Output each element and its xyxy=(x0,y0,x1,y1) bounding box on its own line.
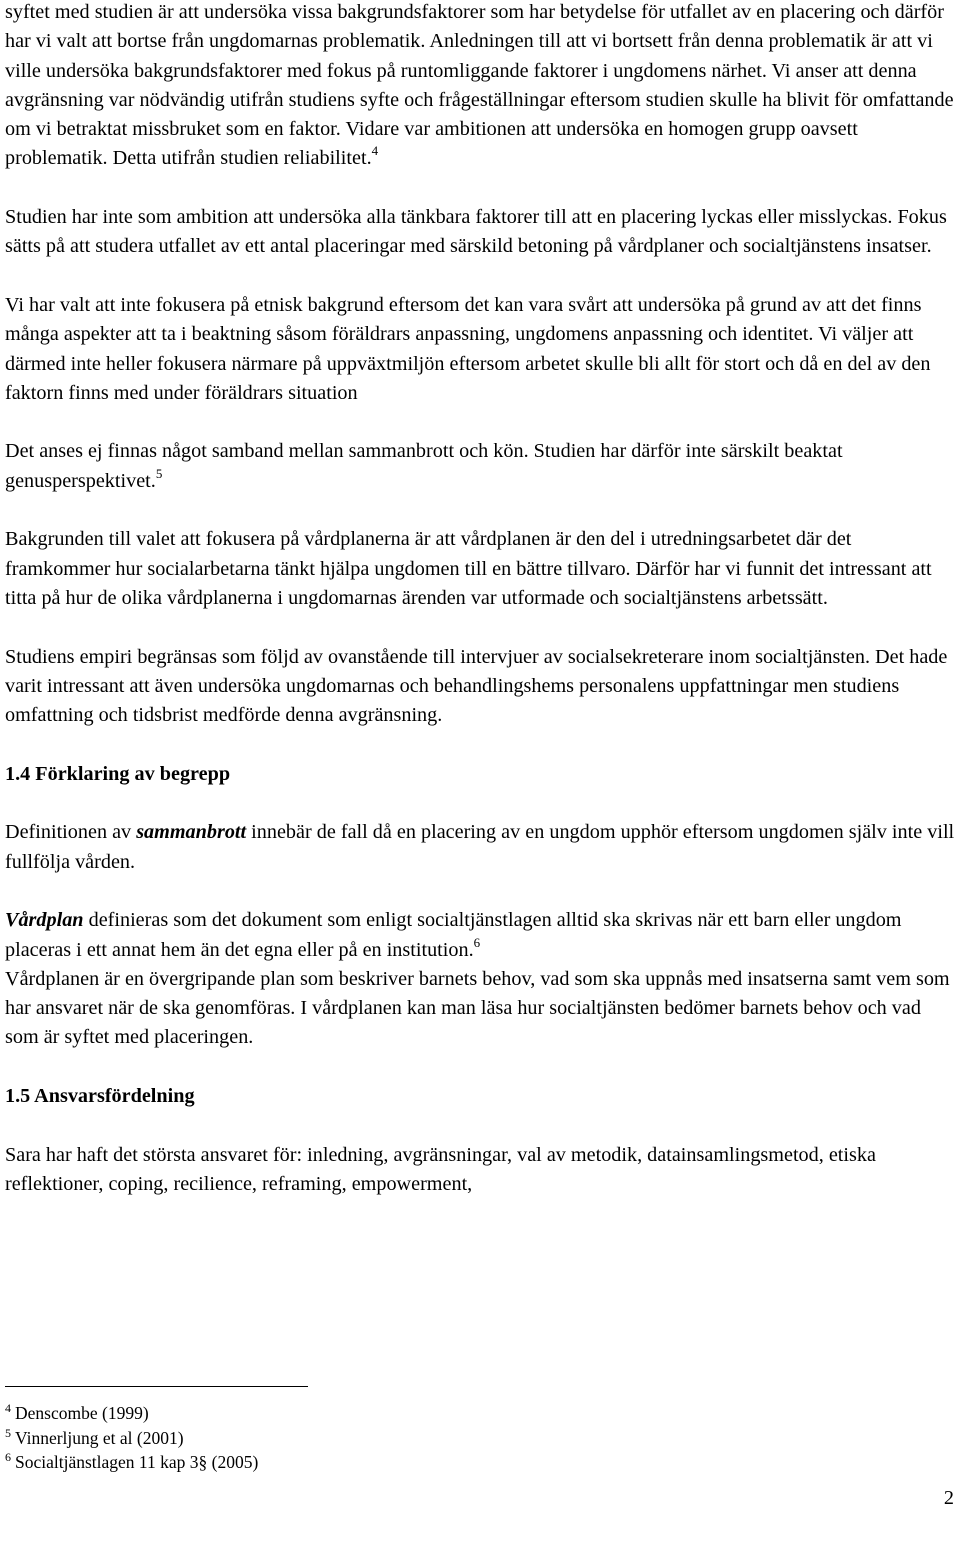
paragraph-text: Definitionen av xyxy=(5,821,137,844)
footnotes xyxy=(5,1401,605,1475)
section-heading-responsibilities: 1.5 Ansvarsfördelning xyxy=(5,1084,195,1107)
section-heading-definitions: 1.4 Förklaring av begrepp xyxy=(5,762,231,785)
term-sammanbrott: sammanbrott xyxy=(136,821,247,844)
footnote-number: 5 xyxy=(5,1425,11,1440)
footnote-number: 4 xyxy=(5,1401,11,1415)
document-page xyxy=(5,0,957,1199)
paragraph-care-plans: Bakgrunden till valet att fokusera på vårdplanerna är att vårdplanen är den del i utredningsarbetet där det framkommer hur socialarbetarna tänkt hjälpa ungdomen till en bättre tillvaro. Därför har vi funnit det intressant att titta på hur de olika vårdplanerna i ungdomarnas ärenden var utformade och socialtjänstens arbetssätt. xyxy=(5,528,932,609)
footnote-separator xyxy=(5,1386,308,1387)
paragraph-ambition: Studien har inte som ambition att undersöka alla tänkbara faktorer till att en placering lyckas eller misslyckas. Fokus sätts på att studera utfallet av ett antal placeringar med särskild betoning på vårdplaner och socialtjänstens insatser. xyxy=(5,206,947,258)
paragraph-definition-care-plan xyxy=(5,906,957,1052)
footnote-text: Denscombe (1999) xyxy=(15,1403,149,1423)
footnote-5 xyxy=(5,1426,605,1451)
paragraph-delimitations xyxy=(5,0,957,174)
paragraph-text: Det anses ej finnas något samband mellan sammanbrott och kön. Studien har därför inte särskilt beaktat genusperspektivet. xyxy=(5,440,843,492)
paragraph-text: syftet med studien är att undersöka vissa bakgrundsfaktorer som har betydelse för utfallet av en placering och därför har vi valt att bortse från ungdomarnas problematik. Anledningen till att vi bortsett från denna problematik är att vi ville undersöka bakgrundsfaktorer med fokus på runtomliggande faktorer i ungdomens närhet. Vi anser att denna avgränsning var nödvändig utifrån studiens syfte och frågeställningar eftersom studien skulle ha blivit för omfattande om vi betraktat missbruket som en faktor. Vidare var ambitionen att undersöka en homogen grupp oavsett problematik. Detta utifrån studien reliabilitet. xyxy=(5,1,954,170)
footnote-4 xyxy=(5,1401,605,1426)
footnote-text: Socialtjänstlagen 11 kap 3§ (2005) xyxy=(15,1452,259,1472)
paragraph-text: innebär de fall då en placering av en ungdom upphör eftersom ungdomen själv inte vill fullfölja vården. xyxy=(5,821,955,873)
footnote-6 xyxy=(5,1450,605,1475)
footnote-text: Vinnerljung et al (2001) xyxy=(15,1427,184,1448)
footnote-ref: 5 xyxy=(155,465,163,481)
page-number: 2 xyxy=(943,1487,954,1509)
footnote-ref: 6 xyxy=(473,934,481,950)
footnote-number: 6 xyxy=(5,1450,11,1464)
paragraph-responsibilities: Sara har haft det största ansvaret för: inledning, avgränsningar, val av metodik, datainsamlingsmetod, etiska reflektioner, coping, recilience, reframing, empowerment, xyxy=(5,1143,876,1195)
paragraph-text: definieras som det dokument som enligt socialtjänstlagen alltid ska skrivas när ett barn eller ungdom placeras i ett annat hem än det egna eller på en institution. xyxy=(5,909,902,961)
term-vardplan: Vårdplan xyxy=(5,909,84,932)
paragraph-gender xyxy=(5,437,957,496)
footnote-ref: 4 xyxy=(371,143,379,159)
paragraph-text: Vårdplanen är en övergripande plan som beskriver barnets behov, vad som ska uppnås med insatserna samt vem som har ansvaret när de ska genomföras. I vårdplanen kan man läsa hur socialtjänsten bedömer barnets behov och vad som är syftet med placeringen. xyxy=(5,967,950,1049)
paragraph-empirics: Studiens empiri begränsas som följd av ovanstående till intervjuer av socialsekreterare inom socialtjänsten. Det hade varit intressant att även undersöka ungdomarnas och behandlingshems personalens uppfattningar men studiens omfattning och tidsbrist medförde denna avgränsning. xyxy=(5,645,948,727)
paragraph-ethnic-background: Vi har valt att inte fokusera på etnisk bakgrund eftersom det kan vara svårt att undersöka på grund av att det finns många aspekter att ta i beaktning såsom föräldrars anpassning, ungdomens anpassning och identitet. Vi väljer att därmed inte heller fokusera närmare på uppväxtmiljön eftersom arbetet skulle bli allt för stort och då en del av den faktorn finns med under föräldrars situation xyxy=(5,293,931,404)
paragraph-definition-breakdown xyxy=(5,818,957,877)
